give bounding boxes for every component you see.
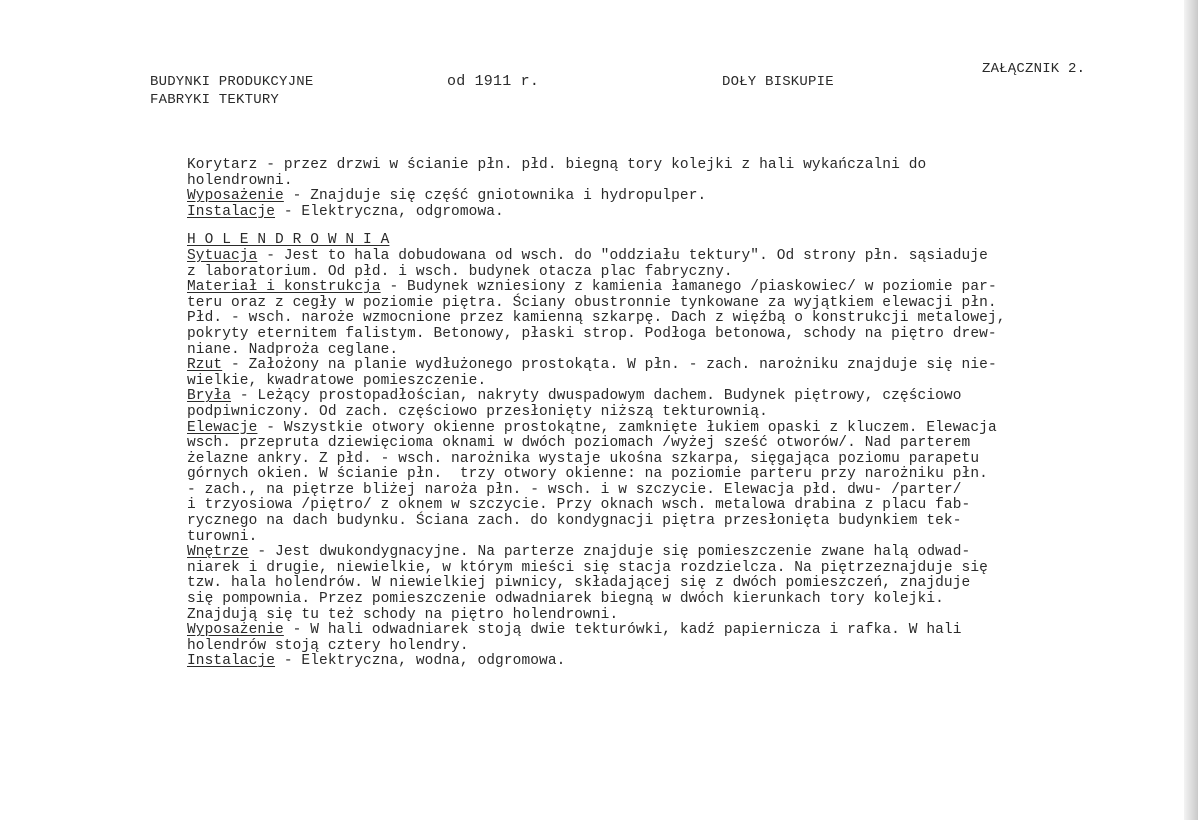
text-line (187, 514, 1077, 530)
text-line (187, 545, 1077, 561)
section-heading: Wnętrze (187, 544, 249, 561)
text-line (187, 654, 1077, 670)
section (187, 249, 1077, 280)
line-text: holendrów stoją cztery holendry. (187, 637, 469, 654)
section-heading: Rzut (187, 357, 223, 374)
text-line (187, 280, 1077, 296)
section-heading: Wyposażenie (187, 188, 284, 205)
line-text: turowni. (187, 528, 258, 545)
section (187, 205, 1077, 221)
section (187, 280, 1077, 358)
line-text: teru oraz z cegły w poziomie piętra. Ściany obustronnie tynkowane za wyjątkiem elewacji płn. (187, 294, 997, 311)
line-text: wielkie, kwadratowe pomieszczenie. (187, 372, 487, 389)
line-text: wsch. przepruta dziewięcioma oknami w dwóch poziomach /wyżej sześć otworów/. Nad parterem (187, 435, 971, 452)
section-heading: Materiał i konstrukcja (187, 279, 381, 296)
text-line (187, 233, 1077, 249)
section (187, 654, 1077, 670)
text-line (187, 498, 1077, 514)
line-text: Znajdują się tu też schody na piętro holendrowni. (187, 606, 619, 623)
text-line (187, 374, 1077, 390)
header-title-line2: FABRYKI TEKTURY (150, 92, 280, 108)
text-line (187, 436, 1077, 452)
line-text: holendrowni. (187, 172, 293, 189)
line-text: - zach., na piętrze bliżej naroża płn. - wsch. i w szczycie. Elewacja płd. dwu- /parter/ (187, 481, 962, 498)
header-date: od 1911 r. (447, 73, 540, 90)
section-heading: Instalacje (187, 203, 276, 220)
line-text: Korytarz - przez drzwi w ścianie płn. płd. biegną tory kolejki z hali wykańczalni do (187, 157, 927, 173)
line-text: żelazne ankry. Z płd. - wsch. narożnika wystaje ukośna szkarpa, sięgająca poziomu parapetu (187, 450, 980, 467)
line-text: - Elektryczna, odgromowa. (275, 203, 504, 220)
line-text: i trzyosiowa /piętro/ z oknem w szczycie. Przy oknach wsch. metalowa drabina z placu fab- (187, 497, 971, 514)
line-text: - Elektryczna, wodna, odgromowa. (275, 653, 566, 670)
text-line (187, 296, 1077, 312)
line-text: - Leżący prostopadłościan, nakryty dwuspadowym dachem. Budynek piętrowy, częściowo (231, 388, 962, 405)
text-line (187, 358, 1077, 374)
document-body (187, 158, 1077, 670)
line-text: się pompownia. Przez pomieszczenie odwadniarek biegną w dwóch kierunkach tory kolejki. (187, 591, 944, 608)
text-line (187, 327, 1077, 343)
text-line (187, 389, 1077, 405)
line-text: - Założony na planie wydłużonego prostokąta. W płn. - zach. narożniku znajduje się nie- (222, 357, 997, 374)
line-text: tzw. hala holendrów. W niewielkiej piwnicy, składającej się z dwóch pomieszczeń, znajduje (187, 575, 971, 592)
text-line (187, 576, 1077, 592)
text-line (187, 592, 1077, 608)
text-line (187, 561, 1077, 577)
text-line (187, 158, 1077, 174)
line-text: - Znajduje się część gniotownika i hydropulper. (283, 188, 707, 205)
section (187, 158, 1077, 189)
text-line (187, 639, 1077, 655)
text-line (187, 249, 1077, 265)
header-title-line1: BUDYNKI PRODUKCYJNE (150, 74, 314, 90)
line-text: górnych okien. W ścianie płn. trzy otwory okienne: na poziomie parteru przy narożniku płn. (187, 466, 988, 483)
text-line (187, 405, 1077, 421)
section-heading: Bryła (187, 388, 232, 405)
text-line (187, 265, 1077, 281)
text-line (187, 608, 1077, 624)
header-location: DOŁY BISKUPIE (722, 74, 834, 90)
section (187, 623, 1077, 654)
line-text: pokryty eternitem falistym. Betonowy, płaski strop. Podłoga betonowa, schody na piętro drew- (187, 325, 997, 342)
line-text: - Jest dwukondygnacyjne. Na parterze znajduje się pomieszczenie zwane halą odwad- (248, 544, 971, 561)
section (187, 233, 1077, 249)
text-line (187, 483, 1077, 499)
text-line (187, 467, 1077, 483)
section-heading: Instalacje (187, 653, 276, 670)
annex-label: ZAŁĄCZNIK 2. (982, 61, 1086, 77)
line-text: - W hali odwadniarek stoją dwie tekturówki, kadź papiernicza i rafka. W hali (283, 622, 962, 639)
text-line (187, 530, 1077, 546)
text-line (187, 205, 1077, 221)
page-edge-shadow (1184, 0, 1198, 820)
text-line (187, 189, 1077, 205)
section-heading: Wyposażenie (187, 622, 284, 639)
section-heading: Sytuacja (187, 247, 258, 264)
line-text: - Jest to hala dobudowana od wsch. do "oddziału tektury". Od strony płn. sąsiaduje (257, 247, 988, 264)
line-text: - Wszystkie otwory okienne prostokątne, zamknięte łukiem opaski z kluczem. Elewacja (257, 419, 997, 436)
text-line (187, 452, 1077, 468)
line-text: z laboratorium. Od płd. i wsch. budynek otacza plac fabryczny. (187, 263, 733, 280)
text-line (187, 343, 1077, 359)
text-line (187, 311, 1077, 327)
line-text: rycznego na dach budynku. Ściana zach. do kondygnacji piętra przesłonięta budynkiem tek- (187, 513, 962, 530)
section (187, 358, 1077, 389)
section (187, 189, 1077, 205)
line-text: - Budynek wzniesiony z kamienia łamanego /piaskowiec/ w poziomie par- (380, 279, 997, 296)
line-text: podpiwniczony. Od zach. częściowo przesłonięty niższą tekturownią. (187, 403, 768, 420)
section-heading: Elewacje (187, 419, 258, 436)
section-heading: H O L E N D R O W N I A (187, 232, 390, 249)
line-text: niane. Nadproża ceglane. (187, 341, 399, 358)
line-text: niarek i drugie, niewielkie, w którym mieści się stacja rozdzielcza. Na piętrzeznajduje się (187, 559, 988, 576)
line-text: Płd. - wsch. naroże wzmocnione przez kamienną szkarpę. Dach z więźbą o konstrukcji metalowej, (187, 310, 1006, 327)
text-line (187, 421, 1077, 437)
text-line (187, 174, 1077, 190)
section (187, 545, 1077, 623)
text-line (187, 623, 1077, 639)
section (187, 421, 1077, 546)
header-left-block (150, 73, 313, 109)
section (187, 389, 1077, 420)
